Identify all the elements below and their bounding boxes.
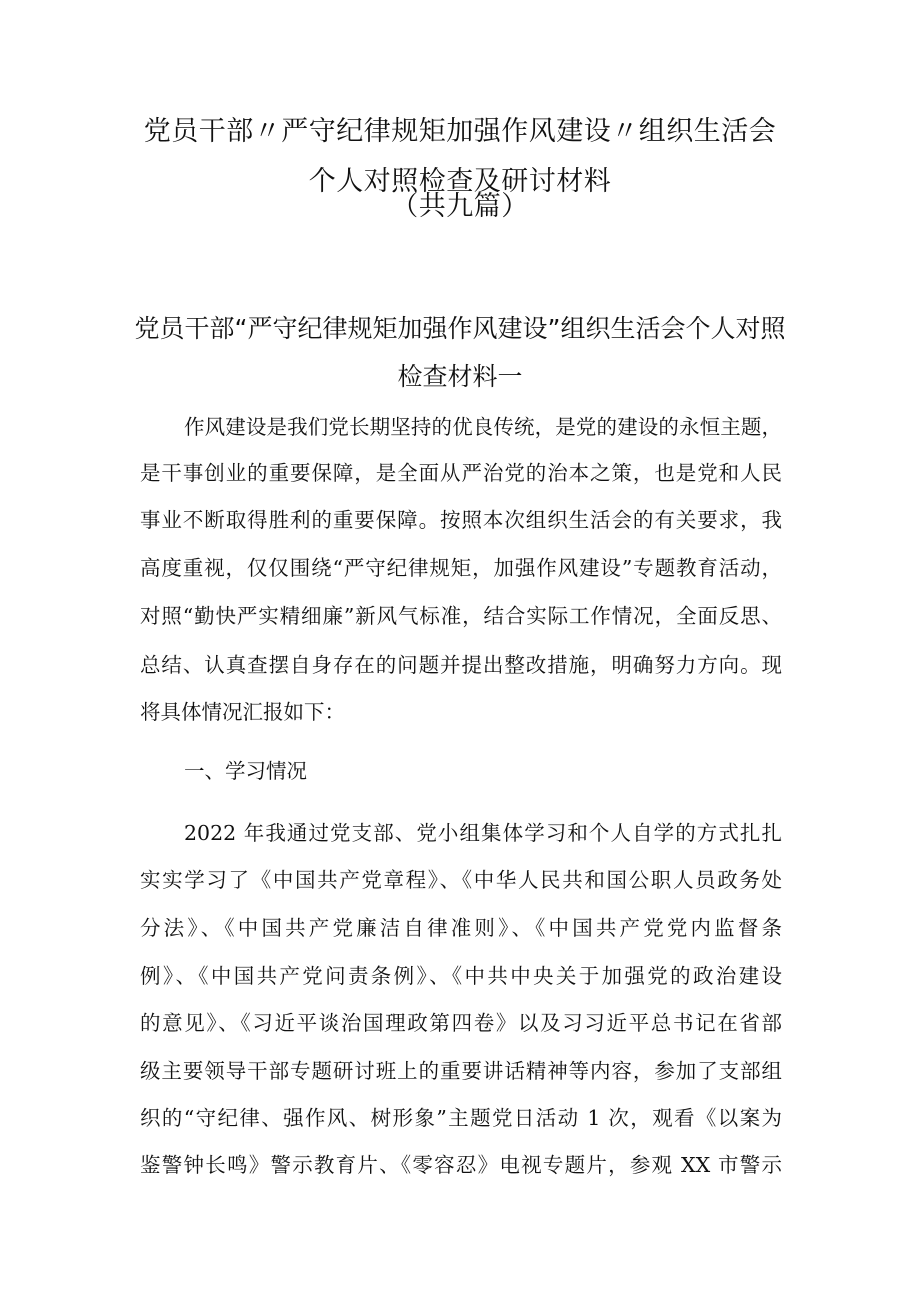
intro-paragraph-line-1: 作风建设是我们党长期坚持的优良传统，是党的建设的永恒主题， — [184, 415, 782, 439]
section-heading-study: 一、学习情况 — [184, 759, 307, 783]
study-paragraph-line-3: 分法》、《中国共产党廉洁自律准则》、《中国共产党党内监督条 — [140, 916, 782, 940]
study-paragraph-line-6: 级主要领导干部专题研讨班上的重要讲话精神等内容，参加了支部组 — [140, 1059, 782, 1083]
document-title-line-1: 党员干部〃严守纪律规矩加强作风建设〃组织生活会 — [143, 116, 777, 147]
intro-paragraph-line-4: 高度重视，仅仅围绕“严守纪律规矩，加强作风建设”专题教育活动， — [140, 556, 782, 580]
study-paragraph-line-1: 2022 年我通过党支部、党小组集体学习和个人自学的方式扎扎 — [184, 821, 782, 845]
section-title-line-2: 检查材料一 — [397, 362, 523, 391]
document-title-line-3 — [0, 190, 920, 224]
study-paragraph-line-2: 实实学习了《中国共产党章程》、《中华人民共和国公职人员政务处 — [140, 868, 782, 892]
study-paragraph-line-7: 织的“守纪律、强作风、树形象”主题党日活动 1 次，观看《以案为 — [140, 1106, 782, 1130]
study-paragraph-line-8: 鉴警钟长鸣》警示教育片、《零容忍》电视专题片，参观 XX 市警示 — [140, 1153, 782, 1177]
intro-paragraph-line-5: 对照“勤快严实精细廉”新风气标准，结合实际工作情况，全面反思、 — [140, 604, 782, 628]
document-title-count: （共九篇） — [391, 191, 529, 222]
section-title-line-1: 党员干部“严守纪律规矩加强作风建设”组织生活会个人对照 — [134, 314, 786, 343]
document-title-line-2: 个人对照检查及研讨材料 — [308, 166, 612, 197]
intro-paragraph-line-6: 总结、认真查摆自身存在的问题并提出整改措施，明确努力方向。现 — [140, 653, 782, 677]
study-paragraph-line-5: 的意见》、《习近平谈治国理政第四卷》以及习习近平总书记在省部 — [140, 1011, 782, 1035]
study-paragraph-line-4: 例》、《中国共产党问责条例》、《中共中央关于加强党的政治建设 — [140, 964, 782, 988]
intro-paragraph-line-3: 事业不断取得胜利的重要保障。按照本次组织生活会的有关要求，我 — [140, 508, 782, 532]
intro-paragraph-line-2: 是干事创业的重要保障，是全面从严治党的治本之策，也是党和人民 — [140, 461, 782, 485]
intro-paragraph-line-7: 将具体情况汇报如下： — [140, 700, 345, 724]
